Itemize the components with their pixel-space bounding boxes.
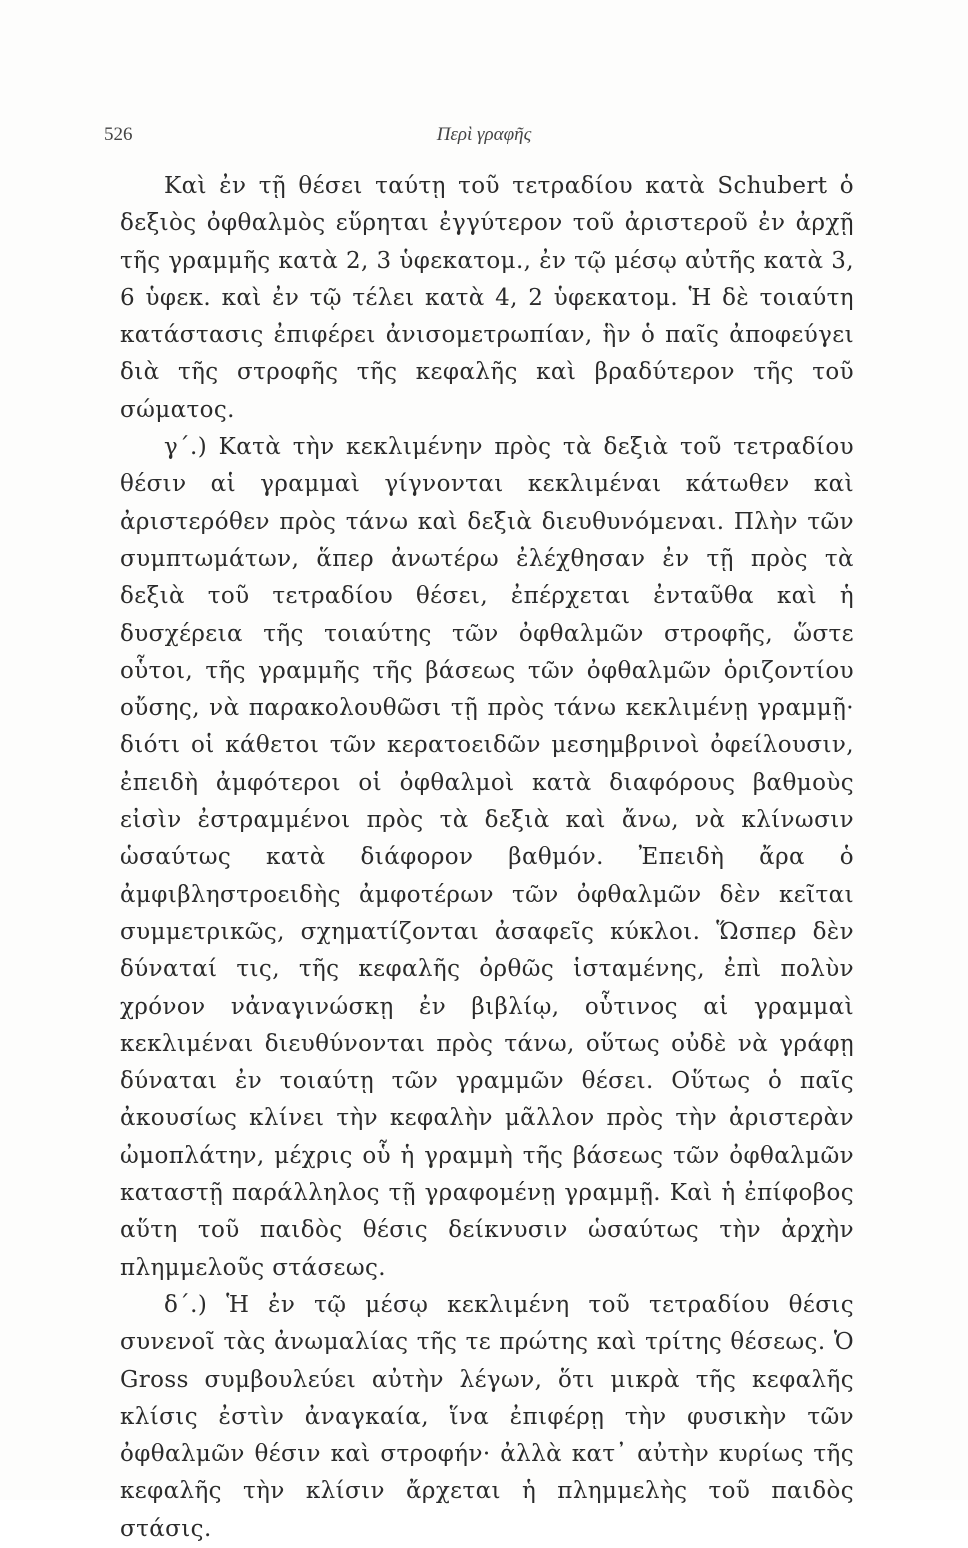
paragraph-gamma: γ΄.) Κατὰ τὴν κεκλιμένην πρὸς τὰ δεξιὰ τοῦ τετραδίου θέσιν αἱ γραμμαὶ γίγνονται κεκλιμέναι κάτωθεν καὶ ἀριστερόθεν πρὸς τάνω καὶ δεξιὰ διευθυνόμεναι. Πλὴν τῶν συμπτωμάτων, ἅπερ ἀνωτέρω ἐλέχθησαν ἐν τῇ πρὸς τὰ δεξιὰ τοῦ τετραδίου θέσει, ἐπέρχεται ἐνταῦθα καὶ ἡ δυσχέρεια τῆς τοιαύτης τῶν ὀφθαλμῶν στροφῆς, ὥστε οὗτοι, τῆς γραμμῆς τῆς βάσεως τῶν ὀφθαλμῶν ὁριζοντίου οὔσης, νὰ παρακολουθῶσι τῇ πρὸς τάνω κεκλιμένῃ γραμμῇ· διότι οἱ κάθετοι τῶν κερατοειδῶν μεσημβρινοὶ ὀφείλουσιν, ἐπειδὴ ἀμφότεροι οἱ ὀφθαλμοὶ κατὰ διαφόρους βαθμοὺς εἰσὶν ἐστραμμένοι πρὸς τὰ δεξιὰ καὶ ἄνω, νὰ κλίνωσιν ὡσαύτως κατὰ διάφορον βαθμόν. Ἐπειδὴ ἄρα ὁ ἀμφιβληστροειδὴς ἀμφοτέρων τῶν ὀφθαλμῶν δὲν κεῖται συμμετρικῶς, σχηματίζονται ἀσαφεῖς κύκλοι. Ὥσπερ δὲν δύναταί τις, τῆς κεφαλῆς ὀρθῶς ἱσταμένης, ἐπὶ πολὺν χρόνον νἀναγινώσκῃ ἐν βιβλίῳ, οὗτινος αἱ γραμμαὶ κεκλιμέναι διευθύνονται πρὸς τάνω, οὕτως οὐδὲ νὰ γράφῃ δύναται ἐν τοιαύτῃ τῶν γραμμῶν θέσει. Οὕτως ὁ παῖς ἀκουσίως κλίνει τὴν κεφαλὴν μᾶλλον πρὸς τὴν ἀριστερὰν ὠμοπλάτην, μέχρις οὗ ἡ γραμμὴ τῆς βάσεως τῶν ὀφθαλμῶν καταστῇ παράλληλος τῇ γραφομένῃ γραμμῇ. Καὶ ἡ ἐπίφοβος αὕτη τοῦ παιδὸς θέσις δείκνυσιν ὡσαύτως τὴν ἀρχὴν πλημμελοῦς στάσεως. [120, 434, 854, 1281]
page-header [104, 124, 864, 154]
paragraph-schubert: Καὶ ἐν τῇ θέσει ταύτῃ τοῦ τετραδίου κατὰ Schubert ὁ δεξιὸς ὀφθαλμὸς εὕρηται ἐγγύτερον τοῦ ἀριστεροῦ ἐν ἀρχῇ τῆς γραμμῆς κατὰ 2, 3 ὑφεκατομ., ἐν τῷ μέσῳ αὐτῆς κατὰ 3, 6 ὑφεκ. καὶ ἐν τῷ τέλει κατὰ 4, 2 ὑφεκατομ. Ἡ δὲ τοιαύτη κατάστασις ἐπιφέρει ἀνισομετρωπίαν, ἣν ὁ παῖς ἀποφεύγει διὰ τῆς στροφῆς τῆς κεφαλῆς καὶ βραδύτερον τῆς τοῦ σώματος. [120, 173, 854, 423]
body-text [120, 168, 854, 1548]
page-number: 526 [104, 124, 133, 145]
running-title: Περὶ γραφῆς [436, 124, 532, 145]
paragraph-delta: δ΄.) Ἡ ἐν τῷ μέσῳ κεκλιμένη τοῦ τετραδίου θέσις συνενοῖ τὰς ἀνωμαλίας τῆς τε πρώτης καὶ τρίτης θέσεως. Ὁ Gross συμβουλεύει αὐτὴν λέγων, ὅτι μικρὰ τῆς κεφαλῆς κλίσις ἐστὶν ἀναγκαία, ἵνα ἐπιφέρῃ τὴν φυσικὴν τῶν ὀφθαλμῶν θέσιν καὶ στροφήν· ἀλλὰ κατ᾽ αὐτὴν κυρίως τῆς κεφαλῆς τὴν κλίσιν ἄρχεται ἡ πλημμελὴς τοῦ παιδὸς στάσις. [120, 1291, 854, 1542]
